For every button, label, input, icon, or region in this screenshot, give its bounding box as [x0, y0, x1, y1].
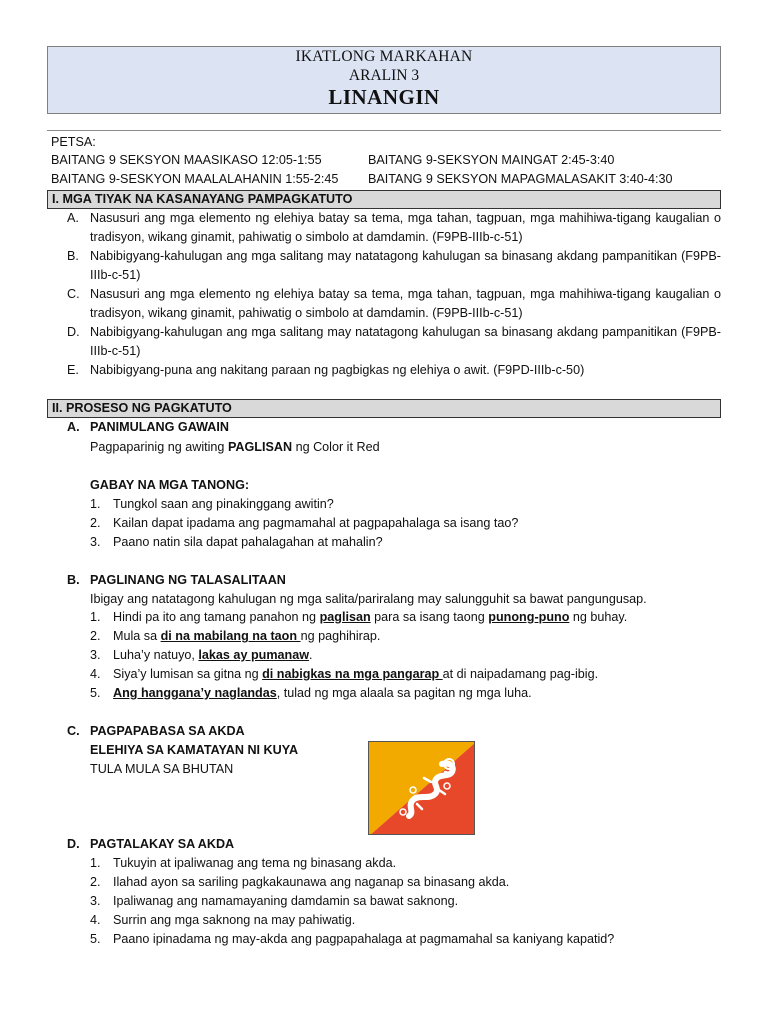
subsection-title: PAGTALAKAY SA AKDA — [90, 837, 235, 851]
objective-label: C. — [67, 287, 80, 301]
activity-description — [90, 438, 380, 457]
discussion-question: 5. Paano ipinadama ng may-akda ang pagpapahalaga at pagmamahal sa kaniyang kapatid? — [90, 932, 615, 946]
subsection-b-heading — [67, 571, 286, 590]
question-text: Paano natin sila dapat pahalagahan at mahalin? — [113, 535, 383, 549]
schedule-row1-right: BAITANG 9-SEKSYON MAINGAT 2:45-3:40 — [368, 153, 615, 167]
vocabulary-sentence: 2. Mula sa di na mabilang na taon ng paghihirap. — [90, 629, 381, 643]
bhutan-flag-image — [368, 741, 475, 835]
underlined-word: paglisan — [319, 610, 371, 624]
discussion-question: 2. Ilahad ayon sa sariling pagkakaunawa ang naganap sa binasang akda. — [90, 875, 510, 889]
question-text: Tungkol saan ang pinakinggang awitin? — [113, 497, 334, 511]
underlined-word: lakas ay pumanaw — [198, 648, 310, 662]
underlined-word: punong-puno — [488, 610, 570, 624]
quarter-title: IKATLONG MARKAHAN — [295, 48, 473, 65]
underlined-word: di na mabilang na taon — [160, 629, 301, 643]
vocabulary-sentence: 5. Ang hanggana’y naglandas, tulad ng mga alaala sa pagitan ng mga luha. — [90, 686, 532, 700]
objective-c — [67, 285, 721, 323]
question-text: Kailan dapat ipadama ang pagmamahal at pagpapahalaga sa isang tao? — [113, 516, 519, 530]
vocabulary-instruction: Ibigay ang natatagong kahulugan ng mga salita/pariralang may salungguhit sa bawat pangungusap. — [90, 592, 647, 606]
question-text: Surrin ang mga saknong na may pahiwatig. — [113, 913, 356, 927]
section-1-header: I. MGA TIYAK NA KASANAYANG PAMPAGKATUTO — [47, 190, 721, 209]
objective-text: Nabibigyang-kahulugan ang mga salitang may natatagong kahulugan sa binasang akdang pampanitikan (F9PB-IIIb-c-51) — [90, 249, 721, 282]
discussion-question: 4. Surrin ang mga saknong na may pahiwatig. — [90, 913, 356, 927]
objective-label: A. — [67, 211, 79, 225]
divider-line — [47, 130, 721, 131]
vocabulary-sentence: 1. Hindi pa ito ang tamang panahon ng paglisan para sa isang taong punong-puno ng buhay. — [90, 610, 628, 624]
question-text: Tukuyin at ipaliwanag ang tema ng binasang akda. — [113, 856, 397, 870]
vocabulary-sentence: 3. Luha’y natuyo, lakas ay pumanaw. — [90, 648, 313, 662]
schedule-row1-left: BAITANG 9 SEKSYON MAASIKASO 12:05-1:55 — [51, 153, 322, 167]
subsection-d-heading — [67, 835, 234, 854]
subsection-label: D. — [67, 837, 80, 851]
lesson-header — [47, 46, 721, 114]
section-2-header: II. PROSESO NG PAGKATUTO — [47, 399, 721, 418]
objective-text: Nabibigyang-kahulugan ang mga salitang may natatagong kahulugan sa binasang akdang pampanitikan (F9PB-IIIb-c-51) — [90, 325, 721, 358]
objective-text: Nasusuri ang mga elemento ng elehiya batay sa tema, mga tahan, tagpuan, mga mahihiwa-tigang kaugalian o tradisyon, wikang ginamit, pahiwatig o simbolo at damdamin. (F9PB-IIIb-c-51) — [90, 211, 721, 244]
objective-d — [67, 323, 721, 361]
objective-a — [67, 209, 721, 247]
objective-b — [67, 247, 721, 285]
lesson-number: ARALIN 3 — [348, 67, 420, 84]
work-title: ELEHIYA SA KAMATAYAN NI KUYA — [90, 743, 299, 757]
objective-label: D. — [67, 325, 80, 339]
question-text: Ilahad ayon sa sariling pagkakaunawa ang naganap sa binasang akda. — [113, 875, 510, 889]
lesson-part-title: LINANGIN — [328, 85, 440, 109]
petsa-label: PETSA: — [51, 135, 96, 149]
underlined-word: di nabigkas na mga pangarap — [262, 667, 443, 681]
work-origin: TULA MULA SA BHUTAN — [90, 762, 234, 776]
guide-question: 2. Kailan dapat ipadama ang pagmamahal at pagpapahalaga sa isang tao? — [90, 516, 519, 530]
objective-label: E. — [67, 363, 79, 377]
question-text: Paano ipinadama ng may-akda ang pagpapahalaga at pagmamahal sa kaniyang kapatid? — [113, 932, 615, 946]
objective-text: Nabibigyang-puna ang nakitang paraan ng pagbigkas ng elehiya o awit. (F9PD-IIIb-c-50) — [90, 363, 585, 377]
question-text: Ipaliwanag ang namamayaning damdamin sa bawat saknong. — [113, 894, 459, 908]
guide-questions-heading: GABAY NA MGA TANONG: — [90, 478, 250, 492]
guide-question: 1. Tungkol saan ang pinakinggang awitin? — [90, 497, 334, 511]
objective-e — [67, 361, 721, 380]
subsection-label: C. — [67, 724, 80, 738]
subsection-title: PANIMULANG GAWAIN — [90, 420, 229, 434]
subsection-c-heading — [67, 722, 245, 741]
schedule-row2-left: BAITANG 9-SESKYON MAALALAHANIN 1:55-2:45 — [51, 172, 339, 186]
subsection-a-heading — [67, 418, 229, 437]
desc-text: Pagpaparinig ng awiting — [90, 440, 228, 454]
desc-text: ng Color it Red — [292, 440, 380, 454]
subsection-label: A. — [67, 420, 80, 434]
discussion-question: 1. Tukuyin at ipaliwanag ang tema ng binasang akda. — [90, 856, 397, 870]
objective-label: B. — [67, 249, 79, 263]
schedule-row2-right: BAITANG 9 SEKSYON MAPAGMALASAKIT 3:40-4:30 — [368, 172, 673, 186]
underlined-word: Ang hanggana’y naglandas — [113, 686, 277, 700]
objective-text: Nasusuri ang mga elemento ng elehiya batay sa tema, mga tahan, tagpuan, mga mahihiwa-tigang kaugalian o tradisyon, wikang ginamit, pahiwatig o simbolo at damdamin. (F9PB-IIIb-c-51) — [90, 287, 721, 320]
discussion-question: 3. Ipaliwanag ang namamayaning damdamin sa bawat saknong. — [90, 894, 459, 908]
guide-question: 3. Paano natin sila dapat pahalagahan at mahalin? — [90, 535, 383, 549]
subsection-title: PAGPAPABASA SA AKDA — [90, 724, 245, 738]
vocabulary-sentence: 4. Siya’y lumisan sa gitna ng di nabigkas na mga pangarap at di naipadamang pag-ibig. — [90, 667, 599, 681]
subsection-label: B. — [67, 573, 80, 587]
song-title: PAGLISAN — [227, 440, 293, 454]
subsection-title: PAGLINANG NG TALASALITAAN — [90, 573, 286, 587]
bhutan-flag-icon — [369, 742, 475, 835]
